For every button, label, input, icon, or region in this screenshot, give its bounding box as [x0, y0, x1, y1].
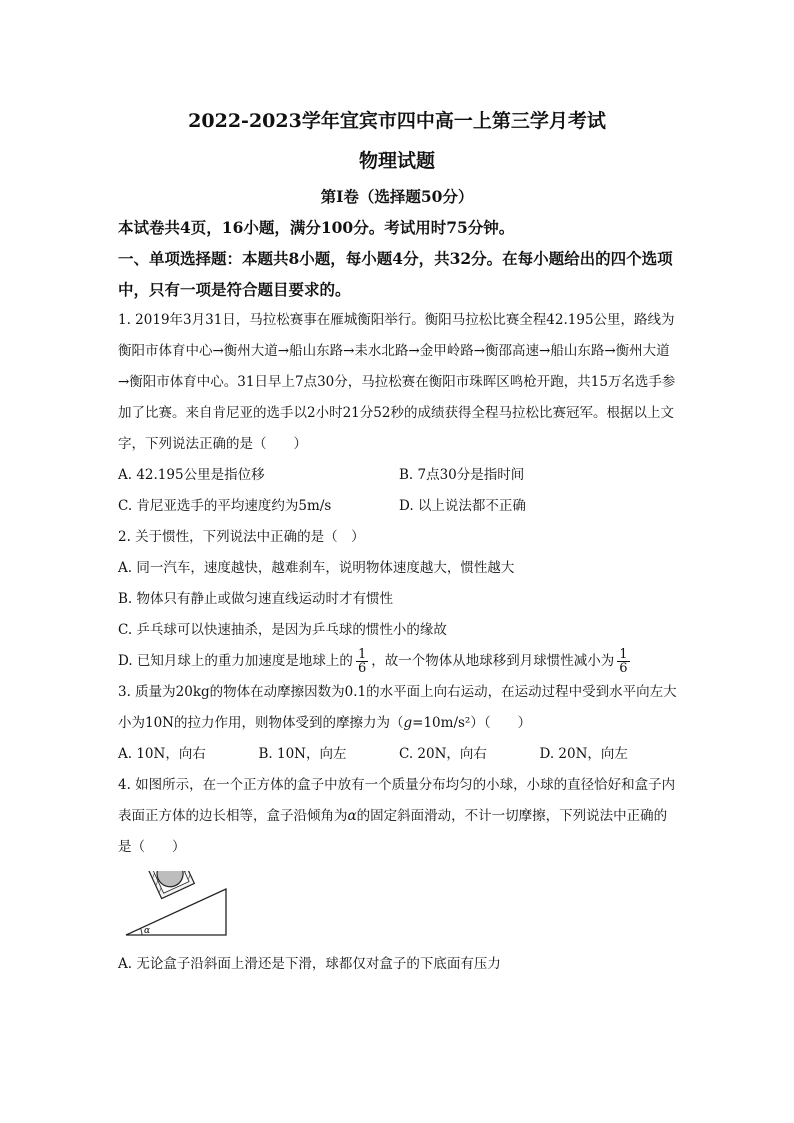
angle-arc — [141, 929, 142, 935]
question-2-option-c: C. 乒乓球可以快速抽杀，是因为乒乓球的惯性小的缘故 — [118, 622, 447, 638]
question-1-stem: 1. 2019年3月31日，马拉松赛事在雁城衡阳举行。衡阳马拉松比赛全程42.195公里，路线为衡阳市体育中心→衡州大道→船山东路→耒水北路→金甲岭路→衡邵高速→船山东路→衡州大道→衡阳市体育中心。31日早上7点30分，马拉松赛在衡阳市珠晖区鸣枪开跑，共15万名选手参加了比赛。来自肯尼亚的选手以2小时21分52秒的成绩获得全程马拉松比赛冠军。根据以上文字，下列说法正确的是（ ） — [118, 312, 676, 452]
question-4-stem — [118, 770, 680, 863]
section-heading: 第I卷（选择题50分） — [320, 187, 474, 206]
question-1-option-c: C. 肯尼亚选手的平均速度约为5m/s — [118, 498, 332, 514]
question-4-stem-text-2: 的固定斜面滑动，不计一切摩擦，下列说法中正确的是（ ） — [118, 808, 668, 855]
question-2-option-d — [118, 646, 680, 677]
fraction-denominator-2: 6 — [619, 661, 628, 676]
box-with-ball — [146, 871, 195, 899]
incline-box-figure — [122, 871, 234, 941]
question-3-stem-text-1: 3. 质量为20kg的物体在动摩擦因数为0.1的水平面上向右运动，在运动过程中受到水平向左大小为10N的拉力作用，则物体受到的摩擦力为（ — [118, 684, 677, 731]
exam-content — [118, 212, 680, 980]
question-1-option-d: D. 以上说法都不正确 — [399, 498, 526, 514]
question-2-option-a: A. 同一汽车，速度越快，越难刹车，说明物体速度越大，惯性越大 — [118, 560, 515, 576]
question-2-option-d-text-2: ，故一个物体从地球移到月球惯性减小为 — [371, 653, 615, 669]
question-3-stem-text-2: =10m/s²）（ ） — [412, 715, 532, 731]
angle-symbol: α — [347, 808, 357, 824]
question-1-option-a: A. 42.195公里是指位移 — [118, 467, 265, 483]
question-3-option-b: B. 10N，向左 — [258, 746, 347, 762]
question-2-stem: 2. 关于惯性，下列说法中正确的是（ ） — [118, 529, 365, 545]
question-2-option-d-text-1: D. 已知月球上的重力加速度是地球上的 — [118, 653, 353, 669]
fraction-one-sixth-2 — [617, 648, 629, 675]
question-1-options-row2 — [118, 491, 680, 522]
question-1-options-row1 — [118, 460, 680, 491]
question-3-option-c: C. 20N，向右 — [399, 746, 487, 762]
question-3-option-d: D. 20N，向左 — [539, 746, 628, 762]
incline-triangle — [126, 889, 226, 935]
part-one-instructions: 一、单项选择题：本题共8小题，每小题4分，共32分。在每小题给出的四个选项中，只有一项是符合题目要求的。 — [118, 249, 673, 299]
question-2-option-b: B. 物体只有静止或做匀速直线运动时才有惯性 — [118, 591, 394, 607]
exam-info: 本试卷共4页，16小题，满分100分。考试用时75分钟。 — [118, 218, 515, 237]
question-1-option-b: B. 7点30分是指时间 — [399, 467, 525, 483]
question-4-option-a: A. 无论盒子沿斜面上滑还是下滑，球都仅对盒子的下底面有压力 — [118, 956, 501, 972]
angle-label: α — [144, 926, 151, 936]
question-3-options — [118, 739, 680, 770]
fraction-numerator: 1 — [357, 647, 367, 662]
fraction-denominator: 6 — [357, 661, 367, 676]
exam-title: 2022-2023学年宜宾市四中高一上第三学月考试 — [188, 110, 606, 132]
fraction-one-sixth — [356, 648, 368, 675]
exam-subtitle: 物理试题 — [358, 150, 435, 172]
question-4-stem-text-1: 4. 如图所示，在一个正方体的盒子中放有一个质量分布均匀的小球，小球的直径恰好和盒子内表面正方体的边长相等，盒子沿倾角为 — [118, 777, 676, 824]
question-3-option-a: A. 10N，向右 — [118, 746, 206, 762]
fraction-numerator-2: 1 — [619, 647, 628, 662]
gravity-symbol: g — [403, 715, 413, 731]
question-3-stem — [118, 677, 680, 739]
